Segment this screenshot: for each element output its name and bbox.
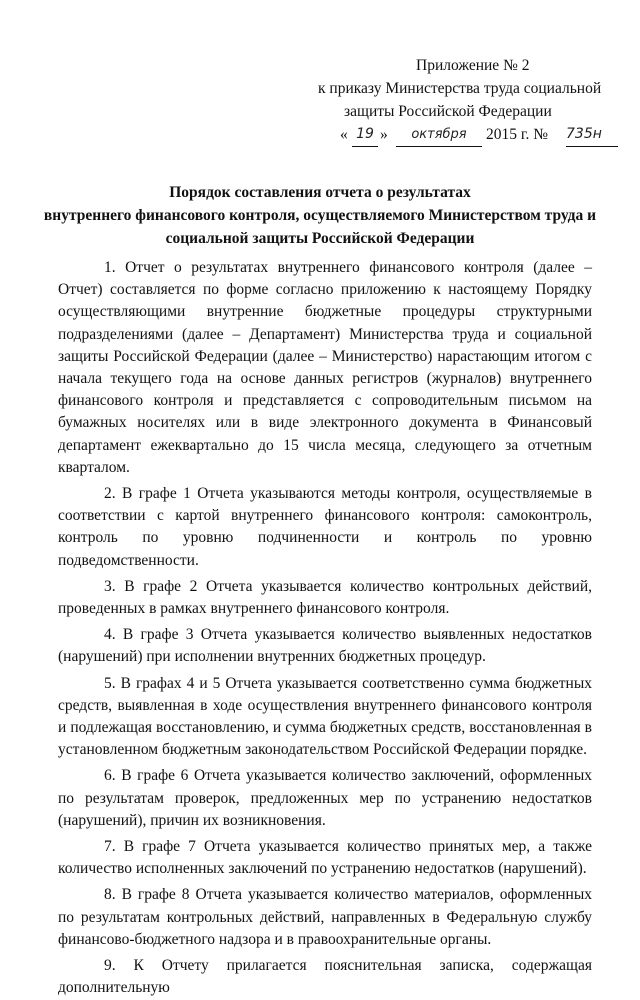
title-line: социальной защиты Российской Федерации <box>165 230 475 247</box>
paragraph-8: 8. В графе 8 Отчета указывается количество материалов, оформленных по результатам контрольных действий, направленных в Федеральную службу финансово-бюджетного надзора и в правоохранительные органы. <box>58 886 592 948</box>
date-quote-close: » <box>380 126 388 143</box>
order-reference-continued: защиты Российской Федерации <box>344 103 552 120</box>
paragraph-4: 4. В графе 3 Отчета указывается количество выявленных недостатков (нарушений) при исполнении внутренних бюджетных процедур. <box>58 626 592 666</box>
paragraph-7: 7. В графе 7 Отчета указывается количество принятых мер, а также количество исполненных заключений по устранению недостатков (нарушений). <box>58 838 592 878</box>
document-title <box>40 181 600 250</box>
title-line: внутреннего финансового контроля, осуществляемого Министерством труда и <box>43 207 597 224</box>
appendix-header <box>318 54 618 147</box>
paragraph-3: 3. В графе 2 Отчета указывается количество контрольных действий, проведенных в рамках внутреннего финансового контроля. <box>58 577 592 618</box>
paragraph-1: 1. Отчет о результатах внутреннего финансового контроля (далее – Отчет) составляется по форме согласно приложению к настоящему Порядку осуществляющими внутренние бюджетные процедуры структурными подразделениями (далее – Департамент) Министерства труда и социальной защиты Российской Федерации (далее – Министерство) нарастающим итогом с начала текущего года на основе данных регистров (журналов) внутреннего финансового контроля и представляется с сопроводительным письмом на бумажных носителях или в виде электронного документа в Финансовый департамент ежеквартально до 15 числа месяца, следующего за отчетным кварталом. <box>58 259 592 476</box>
order-reference: к приказу Министерства труда социальной <box>318 80 602 97</box>
paragraph-2: 2. В графе 1 Отчета указываются методы контроля, осуществляемые в соответствии с картой внутреннего финансового контроля: самоконтроль, контроль по уровню подчиненности и контроль по уровню подведомственности. <box>58 485 592 569</box>
order-date-line <box>318 123 618 147</box>
handwritten-month: октября <box>396 123 482 147</box>
document-body <box>58 257 592 1000</box>
year-and-number-label: 2015 г. № <box>486 126 549 143</box>
date-quote-open: « <box>340 126 348 143</box>
appendix-title: Приложение № 2 <box>416 57 530 74</box>
handwritten-order-number: 735н <box>566 123 618 147</box>
handwritten-day: 19 <box>352 123 378 147</box>
title-line: Порядок составления отчета о результатах <box>169 184 471 201</box>
paragraph-6: 6. В графе 6 Отчета указывается количество заключений, оформленных по результатам проверок, предложенных мер по устранению недостатков (нарушений), причин их возникновения. <box>58 767 592 829</box>
paragraph-5: 5. В графах 4 и 5 Отчета указывается соответственно сумма бюджетных средств, выявленная в ходе осуществления внутреннего финансового контроля и подлежащая восстановлению, и сумма бюджетных средств, восстановленная в установленном бюджетным законодательством Российской Федерации порядке. <box>58 674 592 759</box>
paragraph-9: 9. К Отчету прилагается пояснительная записка, содержащая дополнительную <box>58 957 592 997</box>
